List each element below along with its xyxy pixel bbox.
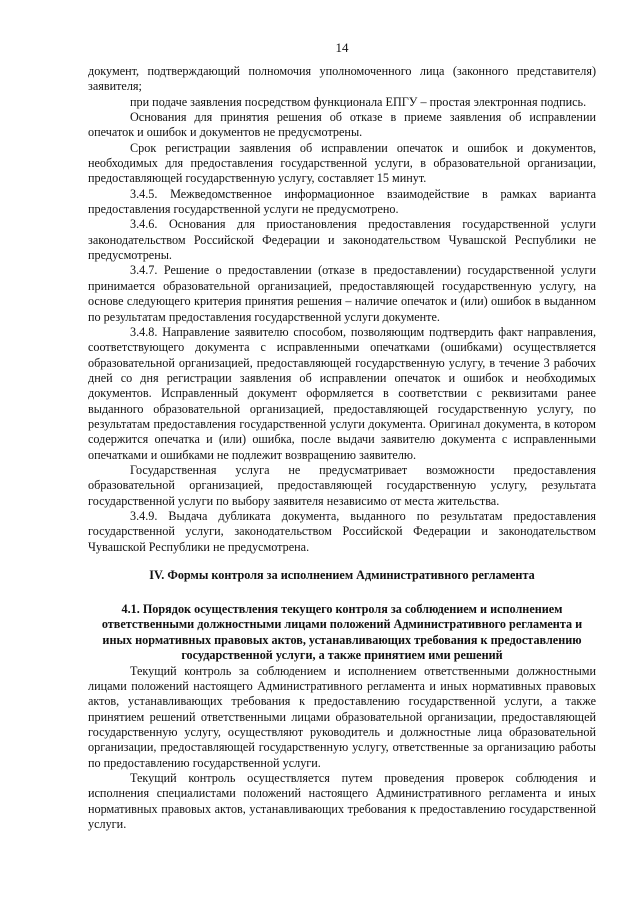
paragraph: 3.4.6. Основания для приостановления предоставления государственной услуги законодательством Российской Федерации и законодательством Чувашской Республики не предусмотрены. — [88, 217, 596, 263]
subsection-heading: 4.1. Порядок осуществления текущего контроля за соблюдением и исполнением ответственными должностными лицами положений Административного регламента и иных нормативных правовых актов, устанавливающих требования к предоставлению государственной услуги, а также принятием ими решений — [101, 601, 583, 662]
paragraph: Текущий контроль осуществляется путем проведения проверок соблюдения и исполнения специалистами положений настоящего Административного регламента и иных нормативных правовых актов, устанавливающих требования к предоставлению государственной услуги. — [88, 770, 596, 831]
paragraph: 3.4.8. Направление заявителю способом, позволяющим подтвердить факт направления, соответствующего документа с исправленными опечатками (ошибками) осуществляется образовательной организацией, предоставляющей государственную услугу, в течение 3 рабочих дней со дня регистрации заявления об исправлении опечаток и ошибок и необходимых документов. Исправленный документ оформляется в соответствии с реквизитами ранее выданного образовательной организацией, предоставляющей государственную услугу, по результатам предоставления государственной услуги документа. Оригинал документа, в котором содержится опечатка и (или) ошибка, после выдачи заявителю документа с исправленными опечатками и ошибками не подлежит возвращению заявителю. — [88, 324, 596, 462]
section-heading: IV. Формы контроля за исполнением Административного регламента — [149, 568, 535, 582]
paragraph: Срок регистрации заявления об исправлении опечаток и ошибок и документов, необходимых для предоставления государственной услуги, в образовательной организации, предоставляющей государственную услугу, составляет 15 минут. — [88, 140, 596, 186]
paragraph: 3.4.7. Решение о предоставлении (отказе в предоставлении) государственной услуги принимается образовательной организацией, предоставляющей государственную услугу, на основе следующего критерия принятия решения – наличие опечаток и (или) ошибок в выданном по результатам предоставления государственной услуги документе. — [88, 263, 596, 324]
paragraph: при подаче заявления посредством функционала ЕПГУ – простая электронная подпись. — [130, 94, 587, 109]
paragraph: Государственная услуга не предусматривает возможности предоставления образовательной организацией, предоставляющей государственную услугу, результата государственной услуги по выбору заявителя независимо от места жительства. — [88, 462, 596, 508]
paragraph: документ, подтверждающий полномочия уполномоченного лица (законного представителя) заявителя; — [88, 64, 596, 94]
document-body — [88, 64, 596, 832]
paragraph: Основания для принятия решения об отказе в приеме заявления об исправлении опечаток и ошибок и документов не предусмотрены. — [88, 110, 596, 140]
paragraph: 3.4.9. Выдача дубликата документа, выданного по результатам предоставления государственной услуги, законодательством Российской Федерации и законодательством Чувашской Республики не предусмотрена. — [88, 508, 596, 554]
paragraph: 3.4.5. Межведомственное информационное взаимодействие в рамках варианта предоставления государственной услуги не предусмотрено. — [88, 186, 596, 217]
paragraph: Текущий контроль за соблюдением и исполнением ответственными должностными лицами положений настоящего Административного регламента и иных нормативных правовых актов, устанавливающих требования к предоставлению государственной услуги, а также принятием решений ответственными лицами образовательной организации, предоставляющей государственную услугу, осуществляют руководитель и должностные лица образовательной организации, предоставляющей государственную услугу, ответственные за организацию работы по предоставлению государственной услуги. — [88, 663, 596, 770]
page-number: 14 — [335, 40, 349, 55]
